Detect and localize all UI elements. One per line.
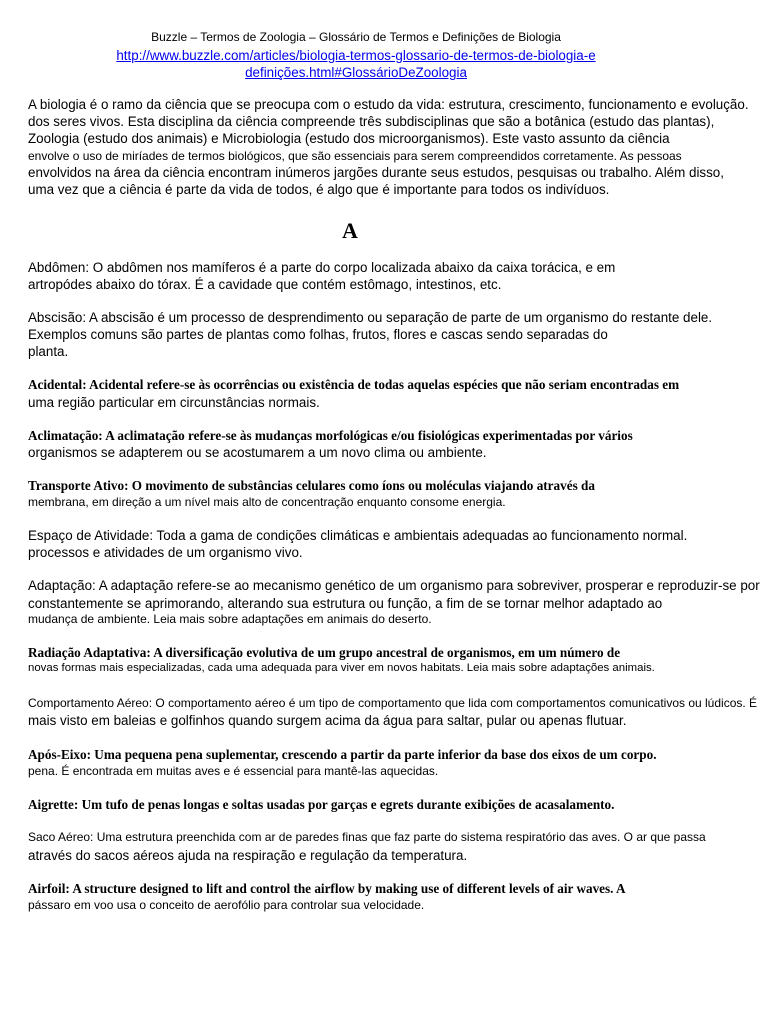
entry-line: Exemplos comuns são partes de plantas como folhas, frutos, flores e cascas sendo separadas do: [28, 327, 608, 342]
intro-line: uma vez que a ciência é parte da vida de todos, é algo que é importante para todos os indivíduos.: [28, 182, 610, 197]
entry-line: Espaço de Atividade: Toda a gama de condições climáticas e ambientais adequadas ao funcionamento normal.: [28, 528, 688, 543]
entry-line: Saco Aéreo: Uma estrutura preenchida com ar de paredes finas que faz parte do sistema respiratório das aves. O ar que passa: [28, 830, 706, 844]
entry-line: membrana, em direção a um nível mais alto de concentração enquanto consome energia.: [28, 495, 506, 509]
entry-line: planta.: [28, 344, 69, 359]
source-link-line-1[interactable]: [0, 48, 712, 63]
entry-line: Acidental: Acidental refere-se às ocorrências ou existência de todas aquelas espécies que não seriam encontradas em: [28, 377, 680, 392]
intro-line: envolvidos na área da ciência encontram inúmeros jargões durante seus estudos, pesquisas ou trabalho. Além disso,: [28, 165, 724, 180]
entry-line: uma região particular em circunstâncias normais.: [28, 395, 320, 410]
entry-line: Abscisão: A abscisão é um processo de desprendimento ou separação de parte de um organismo do restante dele.: [28, 310, 713, 325]
source-link-line-2[interactable]: [0, 65, 712, 80]
entry-line: processos e atividades de um organismo vivo.: [28, 545, 303, 560]
entry-line: Aigrette: Um tufo de penas longas e soltas usadas por garças e egrets durante exibições de acasalamento.: [28, 797, 615, 812]
intro-line: envolve o uso de miríades de termos biológicos, que são essenciais para serem compreendidos corretamente. As pessoas: [28, 149, 682, 163]
entry-line: Aclimatação: A aclimatação refere-se às mudanças morfológicas e/ou fisiológicas experimentadas por vários: [28, 428, 633, 443]
document-title: Buzzle – Termos de Zoologia – Glossário de Termos e Definições de Biologia: [151, 30, 561, 44]
entry-line: organismos se adapterem ou se acostumarem a um novo clima ou ambiente.: [28, 445, 487, 460]
entry-line: mudança de ambiente. Leia mais sobre adaptações em animais do deserto.: [28, 612, 432, 626]
section-letter: A: [342, 218, 358, 243]
entry-line: Comportamento Aéreo: O comportamento aéreo é um tipo de comportamento que lida com comportamentos comunicativos ou lúdicos. É: [28, 696, 758, 710]
entry-line: pássaro em voo usa o conceito de aerofólio para controlar sua velocidade.: [28, 898, 425, 912]
source-link-anchor[interactable]: definições.html#GlossárioDeZoologia: [245, 65, 467, 80]
entry-line: Transporte Ativo: O movimento de substâncias celulares como íons ou moléculas viajando através da: [28, 478, 595, 493]
entry-line: Adaptação: A adaptação refere-se ao mecanismo genético de um organismo para sobreviver, prosperar e reproduzir-se por: [28, 578, 760, 593]
entry-line: pena. É encontrada em muitas aves e é essencial para mantê-las aquecidas.: [28, 764, 439, 778]
intro-line: Zoologia (estudo dos animais) e Microbiologia (estudo dos microorganismos). Este vasto assunto da ciência: [28, 131, 670, 146]
entry-line: Radiação Adaptativa: A diversificação evolutiva de um grupo ancestral de organismos, em um número de: [28, 645, 621, 660]
entry-line: Airfoil: A structure designed to lift and control the airflow by making use of different levels of air waves. A: [28, 881, 626, 896]
entry-line: artropódes abaixo do tórax. É a cavidade que contém estômago, intestinos, etc.: [28, 277, 502, 292]
entry-line: mais visto em baleias e golfinhos quando surgem acima da água para saltar, pular ou apenas flutuar.: [28, 713, 627, 728]
entry-line: constantemente se aprimorando, alterando sua estrutura ou função, a fim de se tornar melhor adaptado ao: [28, 596, 663, 611]
entry-line: através do sacos aéreos ajuda na respiração e regulação da temperatura.: [28, 848, 468, 863]
entry-line: novas formas mais especializadas, cada uma adequada para viver em novos habitats. Leia mais sobre adaptações animais.: [28, 662, 655, 674]
entry-line: Abdômen: O abdômen nos mamíferos é a parte do corpo localizada abaixo da caixa torácica, e em: [28, 260, 616, 275]
source-link[interactable]: http://www.buzzle.com/articles/biologia-termos-glossario-de-termos-de-biologia-e: [116, 48, 596, 63]
intro-line: A biologia é o ramo da ciência que se preocupa com o estudo da vida: estrutura, crescimento, funcionamento e evolução.: [28, 97, 749, 112]
intro-line: dos seres vivos. Esta disciplina da ciência compreende três subdisciplinas que são a botânica (estudo das plantas),: [28, 114, 715, 129]
entry-line: Após-Eixo: Uma pequena pena suplementar, crescendo a partir da parte inferior da base dos eixos de um corpo.: [28, 747, 657, 762]
